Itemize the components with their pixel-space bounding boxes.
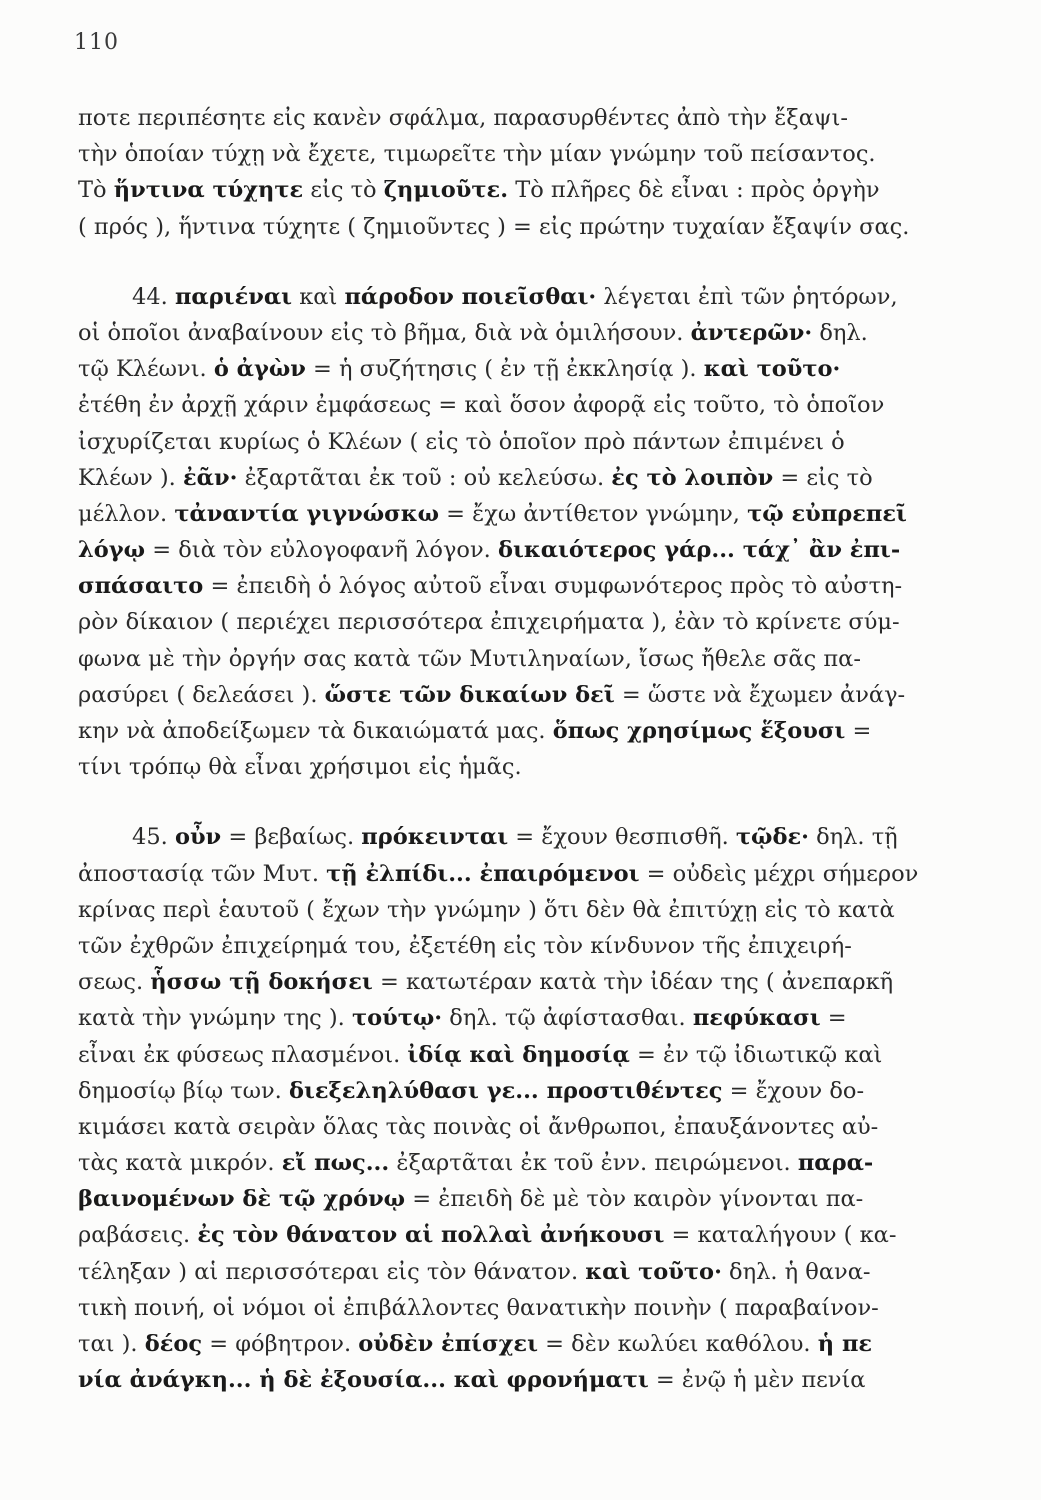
text-segment: κρίνας περὶ ἑαυτοῦ ( ἔχων τὴν γνώμην ) ὅτι δὲν θὰ ἐπιτύχῃ εἰς τὸ κατὰ (78, 896, 895, 923)
text-segment: = ἐπειδὴ δὲ μὲ τὸν καιρὸν γίνονται πα- (405, 1186, 864, 1213)
text-segment: Τὸ πλῆρες δὲ εἶναι : πρὸς ὀργὴν (508, 177, 880, 204)
bold-term: ἧσσω τῇ δοκήσει (150, 969, 373, 996)
bold-term: ὁ ἀγὼν (213, 356, 306, 383)
bold-term: πρόκεινται (361, 824, 509, 851)
text-segment: δηλ. ἡ θανα- (721, 1258, 871, 1285)
paragraph-gap (78, 785, 958, 819)
bold-term: ἐς τὸν θάνατον αἱ πολλαὶ ἀνήκουσι (197, 1222, 665, 1249)
text-segment: = ἐν τῷ ἰδιωτικῷ καὶ (629, 1041, 883, 1068)
text-line (78, 315, 958, 351)
text-line (78, 496, 958, 532)
page-body-text (78, 100, 958, 1398)
text-segment: ποτε περιπέσητε εἰς κανὲν σφάλμα, παρασυρθέντες ἀπὸ τὴν ἔξαψι- (78, 105, 848, 131)
text-line (78, 892, 958, 928)
text-segment: = βεβαίως. (221, 824, 362, 851)
text-segment: τικὴ ποινή, οἱ νόμοι οἱ ἐπιβάλλοντες θανατικὴν ποινὴν ( παραβαίνον- (78, 1294, 879, 1321)
paragraph-gap (78, 245, 958, 279)
text-segment: τέληξαν ) αἱ περισσότεραι εἰς τὸν θάνατον. (78, 1258, 586, 1285)
text-segment: = διὰ τὸν εὐλογοφανῆ λόγον. (145, 537, 498, 564)
bold-term: ζημιοῦτε. (383, 177, 509, 204)
text-line (78, 136, 958, 172)
text-line (78, 532, 958, 568)
bold-term: πάροδον ποιεῖσθαι· (344, 283, 597, 310)
bold-term: ὥστε τῶν δικαίων δεῖ (324, 681, 615, 708)
text-segment: σεως. (78, 969, 151, 996)
text-segment: = ὥστε νὰ ἔχωμεν ἀνάγ- (614, 681, 906, 708)
text-segment: = καταλήγουν ( κα- (664, 1222, 897, 1249)
text-segment: ται ). (78, 1331, 145, 1357)
text-segment: μέλλον. (78, 500, 175, 527)
text-segment: 44. (132, 283, 175, 310)
text-line (78, 1326, 958, 1362)
text-segment: = ἡ συζήτησις ( ἐν τῇ ἐκκλησίᾳ ). (305, 356, 704, 383)
text-line (78, 713, 958, 749)
text-line (78, 424, 958, 460)
text-segment: ἐξαρτᾶται ἐκ τοῦ ἐνν. πειρώμενοι. (389, 1150, 798, 1177)
text-segment: φωνα μὲ τὴν ὀργήν σας κατὰ τῶν Μυτιληναίων, ἴσως ἤθελε σᾶς πα- (78, 645, 861, 672)
text-line (78, 964, 958, 1000)
text-line (78, 1254, 958, 1290)
bold-term: τῷ εὐπρεπεῖ (747, 500, 907, 527)
bold-term: τῷδε· (735, 824, 809, 851)
bold-term: σπάσαιτο (78, 573, 204, 600)
text-segment: εἰς τὸ (303, 177, 384, 204)
text-segment: = εἰς τὸ (773, 464, 873, 491)
bold-term: εἴ πως... (281, 1150, 390, 1177)
bold-term: καὶ τοῦτο· (703, 356, 841, 383)
text-segment: δηλ. τῇ (808, 824, 898, 851)
text-line (78, 604, 958, 640)
text-line (78, 1217, 958, 1253)
bold-term: τἀναντία γιγνώσκω (174, 500, 439, 527)
text-line (78, 460, 958, 496)
bold-term: δέος (144, 1331, 203, 1357)
text-line (78, 641, 958, 677)
text-segment: τίνι τρόπῳ θὰ εἶναι χρήσιμοι εἰς ἡμᾶς. (78, 754, 522, 781)
text-segment: = (820, 1005, 847, 1032)
text-segment: τὰς κατὰ μικρόν. (78, 1150, 282, 1177)
text-segment: δηλ. (812, 319, 868, 346)
text-segment: ρὸν δίκαιον ( περιέχει περισσότερα ἐπιχειρήματα ), ἐὰν τὸ κρίνετε σύμ- (78, 609, 900, 636)
text-segment: Τὸ (78, 177, 114, 204)
text-line (78, 1181, 958, 1217)
bold-term: πεφύκασι (692, 1005, 821, 1032)
bold-term: νία ἀνάγκη... ἡ δὲ ἐξουσία... καὶ φρονήματι (78, 1367, 649, 1394)
text-segment: = ἔχω ἀντίθετον γνώμην, (439, 500, 748, 527)
text-segment: ( πρός ), ἥντινα τύχητε ( ζημιοῦντες ) = εἰς πρώτην τυχαίαν ἔξαψίν σας. (78, 213, 910, 240)
text-line (78, 1145, 958, 1181)
bold-term: λόγῳ (78, 537, 146, 564)
bold-term: παρα- (797, 1150, 874, 1177)
text-segment: = οὐδεὶς μέχρι σήμερον (639, 860, 919, 887)
bold-term: τῇ ἐλπίδι... ἐπαιρόμενοι (326, 860, 640, 887)
text-segment: τῷ Κλέωνι. (78, 356, 214, 383)
text-segment: ραβάσεις. (78, 1222, 198, 1249)
text-segment: = (845, 718, 872, 744)
bold-term: δικαιότερος γάρ... τάχ᾽ ἂν ἐπι- (497, 537, 901, 564)
bold-term: καὶ τοῦτο· (585, 1258, 722, 1285)
bold-term: οὐδὲν ἐπίσχει (358, 1331, 539, 1357)
text-segment: ρασύρει ( δελεάσει ). (78, 681, 325, 708)
text-segment: δηλ. τῷ ἀφίστασθαι. (442, 1005, 693, 1032)
text-line (78, 209, 958, 245)
text-line (78, 749, 958, 785)
bold-term: ἡ πε (817, 1331, 873, 1357)
text-segment: τῶν ἐχθρῶν ἐπιχείρημά του, ἐξετέθη εἰς τὸν κίνδυνον τῆς ἐπιχειρή- (78, 932, 852, 959)
text-line (78, 172, 958, 208)
bold-term: ἥντινα τύχητε (113, 177, 304, 204)
text-segment: = ἐνῷ ἡ μὲν πενία (648, 1367, 866, 1394)
text-segment: εἶναι ἐκ φύσεως πλασμένοι. (78, 1041, 408, 1068)
text-line (78, 1037, 958, 1073)
text-segment: τὴν ὁποίαν τύχῃ νὰ ἔχετε, τιμωρεῖτε τὴν μίαν γνώμην τοῦ πείσαντος. (78, 141, 876, 168)
text-line (78, 928, 958, 964)
text-segment: = ἔχουν δο- (722, 1077, 865, 1104)
text-segment: καὶ (292, 283, 345, 310)
text-line (78, 819, 958, 855)
text-segment: ἐτέθη ἐν ἀρχῇ χάριν ἐμφάσεως = καὶ ὅσον ἀφορᾷ εἰς τοῦτο, τὸ ὁποῖον (78, 392, 885, 419)
text-segment: ἐξαρτᾶται ἐκ τοῦ : οὐ κελεύσω. (237, 464, 612, 491)
bold-term: ὅπως χρησίμως ἕξουσι (552, 718, 846, 744)
text-segment: = δὲν κωλύει καθόλου. (538, 1331, 818, 1357)
text-line (78, 856, 958, 892)
bold-term: ἐς τὸ λοιπὸν (611, 464, 774, 491)
text-line (78, 387, 958, 423)
text-segment: = ἐπειδὴ ὁ λόγος αὐτοῦ εἶναι συμφωνότερος πρὸς τὸ αὐστη- (203, 573, 903, 600)
text-segment: λέγεται ἐπὶ τῶν ῥητόρων, (596, 283, 898, 310)
bold-term: τούτῳ· (351, 1005, 443, 1032)
text-line (78, 279, 958, 315)
text-line (78, 677, 958, 713)
text-segment: ἀποστασίᾳ τῶν Μυτ. (78, 860, 327, 887)
bold-term: βαινομένων δὲ τῷ χρόνῳ (78, 1186, 406, 1213)
text-segment: = ἔχουν θεσπισθῆ. (508, 824, 736, 851)
bold-term: ἀντερῶν· (690, 319, 813, 346)
text-line (78, 351, 958, 387)
bold-term: ἐᾶν· (183, 464, 238, 491)
text-line (78, 1290, 958, 1326)
text-segment: κατὰ τὴν γνώμην της ). (78, 1005, 352, 1032)
text-line (78, 1000, 958, 1036)
text-segment: ἰσχυρίζεται κυρίως ὁ Κλέων ( εἰς τὸ ὁποῖον πρὸ πάντων ἐπιμένει ὁ (78, 428, 845, 455)
text-segment: δημοσίῳ βίῳ των. (78, 1077, 289, 1104)
text-line (78, 100, 958, 136)
text-segment: οἱ ὁποῖοι ἀναβαίνουν εἰς τὸ βῆμα, διὰ νὰ ὁμιλήσουν. (78, 319, 691, 346)
text-segment: κην νὰ ἀποδείξωμεν τὰ δικαιώματά μας. (78, 718, 553, 744)
bold-term: διεξεληλύθασι γε... προστιθέντες (288, 1077, 723, 1104)
bold-term: παριέναι (174, 283, 293, 310)
text-line (78, 1362, 958, 1398)
text-line (78, 568, 958, 604)
text-line (78, 1073, 958, 1109)
text-segment: Κλέων ). (78, 464, 183, 491)
text-segment: 45. (132, 824, 175, 851)
page-number: 110 (74, 30, 119, 55)
text-line (78, 1109, 958, 1145)
bold-term: ἰδίᾳ καὶ δημοσίᾳ (407, 1041, 630, 1068)
text-segment: = κατωτέραν κατὰ τὴν ἰδέαν της ( ἀνεπαρκῆ (372, 969, 894, 996)
text-segment: = φόβητρον. (202, 1331, 359, 1357)
bold-term: οὖν (174, 824, 222, 851)
text-segment: κιμάσει κατὰ σειρὰν ὅλας τὰς ποινὰς οἱ ἄνθρωποι, ἐπαυξάνοντες αὐ- (78, 1113, 879, 1140)
